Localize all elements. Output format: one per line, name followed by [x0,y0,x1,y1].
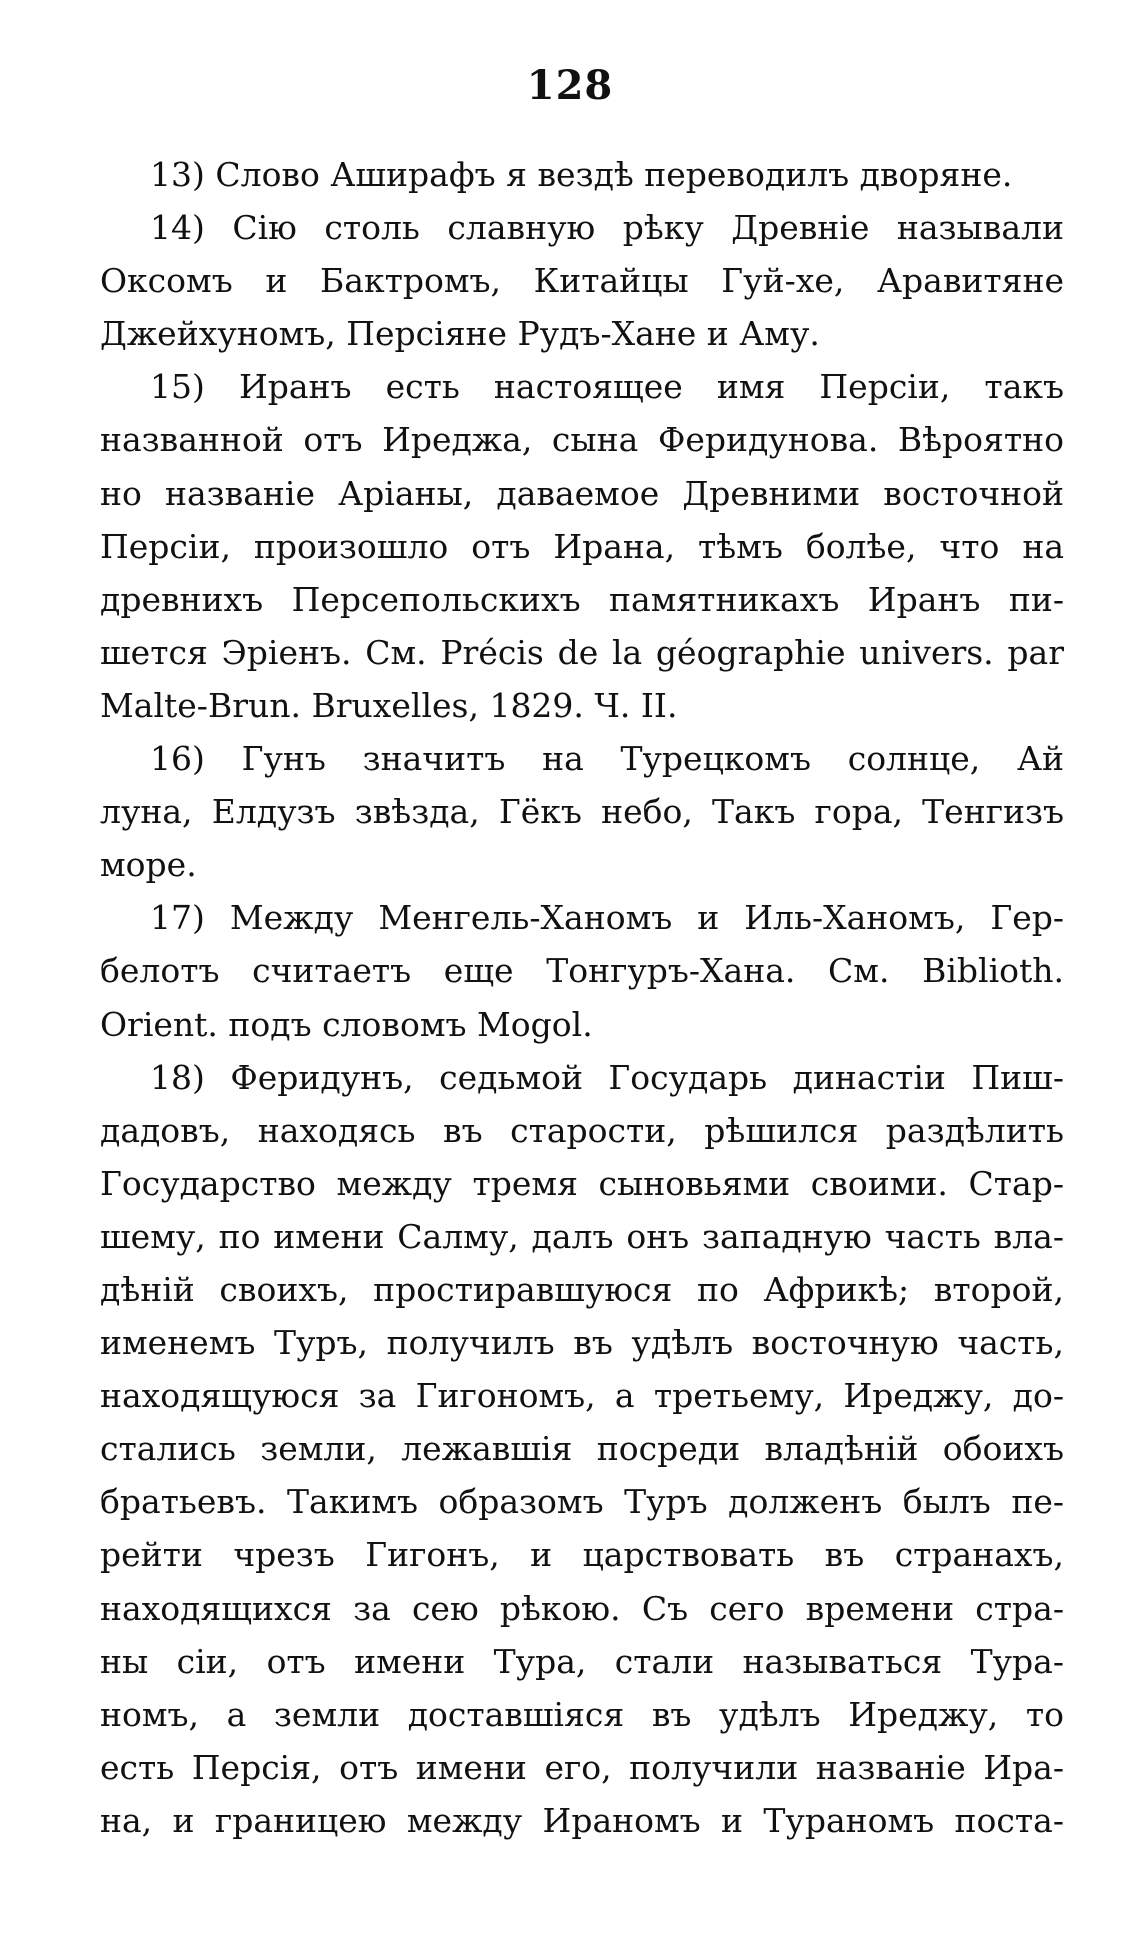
text-line: дадовъ, находясь въ старости, рѣшился раздѣлить [100,1110,1064,1150]
text-line: есть Персія, отъ имени его, получили названіе Ира- [100,1747,1064,1787]
text-line: Orient. подъ словомъ Mogol. [100,1004,593,1044]
text-line: братьевъ. Такимъ образомъ Туръ долженъ былъ пе- [100,1482,1064,1522]
note-14 [100,201,1064,360]
text-line: номъ, а земли доставшіяся въ удѣлъ Иреджу, то [100,1694,1064,1734]
text-line: 13) Слово Аширафъ я вездѣ переводилъ дворяне. [150,155,1013,194]
note-17 [100,891,1064,1050]
note-15 [100,360,1064,732]
text-line: стались земли, лежавшія посреди владѣній обоихъ [100,1429,1064,1469]
text-line: Оксомъ и Бактромъ, Китайцы Гуй-хе, Аравитяне [100,261,1064,301]
note-16 [100,732,1064,891]
text-line: Джейхуномъ, Персіяне Рудъ-Хане и Аму. [100,314,820,354]
text-line: 16) Гунъ значитъ на Турецкомъ солнце, Ай [150,739,1064,779]
text-line: ны сіи, отъ имени Тура, стали называться Тура- [100,1641,1064,1681]
text-line: древнихъ Персепольскихъ памятникахъ Иранъ пи- [100,579,1064,619]
text-line: дѣній своихъ, простиравшуюся по Африкѣ; второй, [100,1269,1064,1309]
text-line: Государство между тремя сыновьями своими. Стар- [100,1163,1064,1203]
text-line: 14) Сію столь славную рѣку Древніе называли [150,208,1064,248]
text-line: Персіи, произошло отъ Ирана, тѣмъ болѣе, что на [100,526,1064,566]
note-18 [100,1051,1064,1847]
text-line: шется Эріенъ. См. Précis de la géographie univers. par [100,632,1064,672]
text-line: 18) Феридунъ, седьмой Государь династіи Пиш- [150,1057,1064,1097]
notes-text [100,148,1064,1847]
text-line: Malte-Brun. Bruxelles, 1829. Ч. II. [100,685,678,725]
text-line: 17) Между Менгель-Ханомъ и Иль-Ханомъ, Гер- [150,898,1064,938]
text-line: море. [100,845,197,885]
text-line: именемъ Туръ, получилъ въ удѣлъ восточную часть, [100,1323,1064,1363]
text-line: но названіе Аріаны, даваемое Древними восточной [100,473,1064,513]
text-line: белотъ считаетъ еще Тонгуръ-Хана. См. Biblioth. [100,951,1064,991]
text-line: названной отъ Иреджа, сына Феридунова. Вѣроятно [100,420,1064,460]
page-number: 128 [526,62,614,109]
text-line: на, и границею между Ираномъ и Тураномъ поста- [100,1800,1064,1840]
text-line: луна, Елдузъ звѣзда, Гёкъ небо, Такъ гора, Тенгизъ [100,792,1064,832]
text-line: рейти чрезъ Гигонъ, и царствовать въ странахъ, [100,1535,1064,1575]
text-line: шему, по имени Салму, далъ онъ западную часть вла- [100,1216,1064,1256]
text-line: 15) Иранъ есть настоящее имя Персіи, такъ [150,367,1064,407]
text-line: находящуюся за Гигономъ, а третьему, Иреджу, до- [100,1376,1064,1416]
text-line: находящихся за сею рѣкою. Съ сего времени стра- [100,1588,1064,1628]
note-13 [100,148,1064,201]
